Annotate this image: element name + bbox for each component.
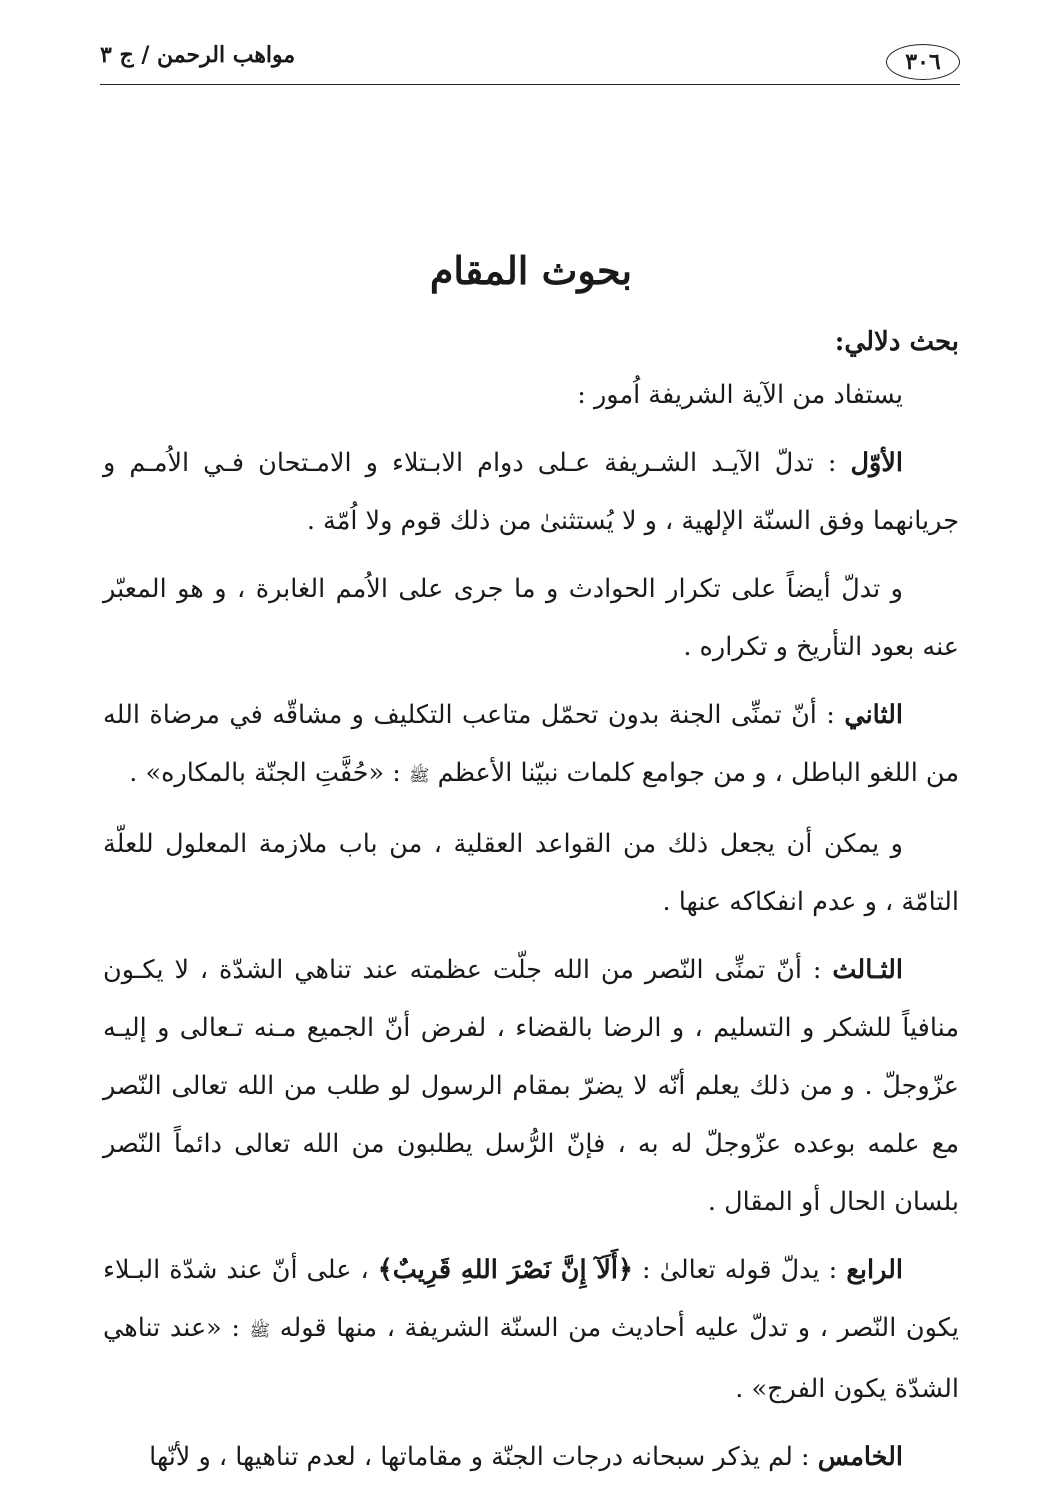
header-rule — [100, 84, 960, 85]
paragraph-text: : أنّ تمنِّى الجنة بدون تحمّل متاعب التكليف و مشاقّه في مرضاة الله من اللغو الباطل ، و من جوامع كلمات نبيّنا الأعظم — [103, 700, 959, 788]
paragraph-text: : تدلّ الآيـد الشـريفة عـلى دوام الابـتلاء و الامـتحان فـي الاُمـم و جريانهما وفق السنّة الإلهية ، و لا يُستثنىٰ من ذلك قوم ولا اُمّة . — [103, 448, 959, 536]
paragraph-fourth — [103, 1241, 959, 1418]
paragraph-text: : يدلّ قوله تعالىٰ : — [632, 1255, 847, 1285]
paragraph-first-continued — [103, 560, 959, 676]
running-title: مواهب الرحمن / ج ٣ — [100, 42, 296, 68]
paragraph-intro — [103, 366, 959, 424]
paragraph-lead: الثـالث — [832, 955, 903, 985]
salawat-glyph: ﷺ — [249, 1321, 271, 1341]
page-number: ٣٠٦ — [886, 44, 960, 80]
salawat-glyph: ﷺ — [408, 766, 430, 786]
paragraph-lead: الثاني — [844, 700, 903, 730]
section-heading: بحث دلالي: — [834, 327, 959, 357]
page-body — [103, 318, 959, 1496]
paragraph-text: يستفاد من الآية الشريفة اُمور : — [577, 380, 903, 410]
paragraph-text: : «عند تناهي الشدّة يكون الفرج» . — [103, 1313, 959, 1404]
quran-quote: ﴿أَلَآ إِنَّ نَصْرَ اللهِ قَرِيبٌ﴾ — [377, 1255, 633, 1285]
paragraph-lead: الرابع — [846, 1255, 903, 1285]
paragraph-text: و تدلّ أيضاً على تكرار الحوادث و ما جرى على الاُمم الغابرة ، و هو المعبّر عنه بعود التأريخ و تكراره . — [103, 574, 959, 662]
paragraph-second-continued — [103, 815, 959, 931]
paragraph-fifth — [103, 1428, 959, 1486]
page-title: بحوث المقام — [429, 248, 633, 293]
page-header — [100, 38, 960, 88]
paragraph-text: ، على أنّ عند شدّة البـلاء يكون النّصر ، و تدلّ عليه أحاديث من السنّة الشريفة ، منها قوله — [103, 1255, 959, 1343]
paragraph-second — [103, 686, 959, 805]
paragraph-text: : «حُفَّتِ الجنّة بالمكاره» . — [129, 758, 409, 788]
paragraph-text: و يمكن أن يجعل ذلك من القواعد العقلية ، من باب ملازمة المعلول للعلّة التامّة ، و عدم انفكاكه عنها . — [103, 829, 959, 917]
paragraph-lead: الخامس — [817, 1442, 903, 1472]
paragraph-text: : أنّ تمنِّى النّصر من الله جلّت عظمته عند تناهي الشدّة ، لا يكـون منافياً للشكر و التسليم ، و الرضا بالقضاء ، لفرض أنّ الجميع مـنه تـعالى و إليـه عزّوجلّ . و من ذلك يعلم أنّه لا يضرّ بمقام الرسول لو طلب من الله تعالى النّصر مع علمه بوعده عزّوجلّ له به ، فإنّ الرُّسل يطلبون من الله تعالى دائماً النّصر بلسان الحال أو المقال . — [103, 955, 959, 1217]
paragraph-lead: الأوّل — [850, 448, 903, 478]
paragraph-third — [103, 941, 959, 1231]
paragraph-first — [103, 434, 959, 550]
paragraph-text: : لم يذكر سبحانه درجات الجنّة و مقاماتها ، لعدم تناهيها ، و لأنّها — [149, 1442, 818, 1472]
